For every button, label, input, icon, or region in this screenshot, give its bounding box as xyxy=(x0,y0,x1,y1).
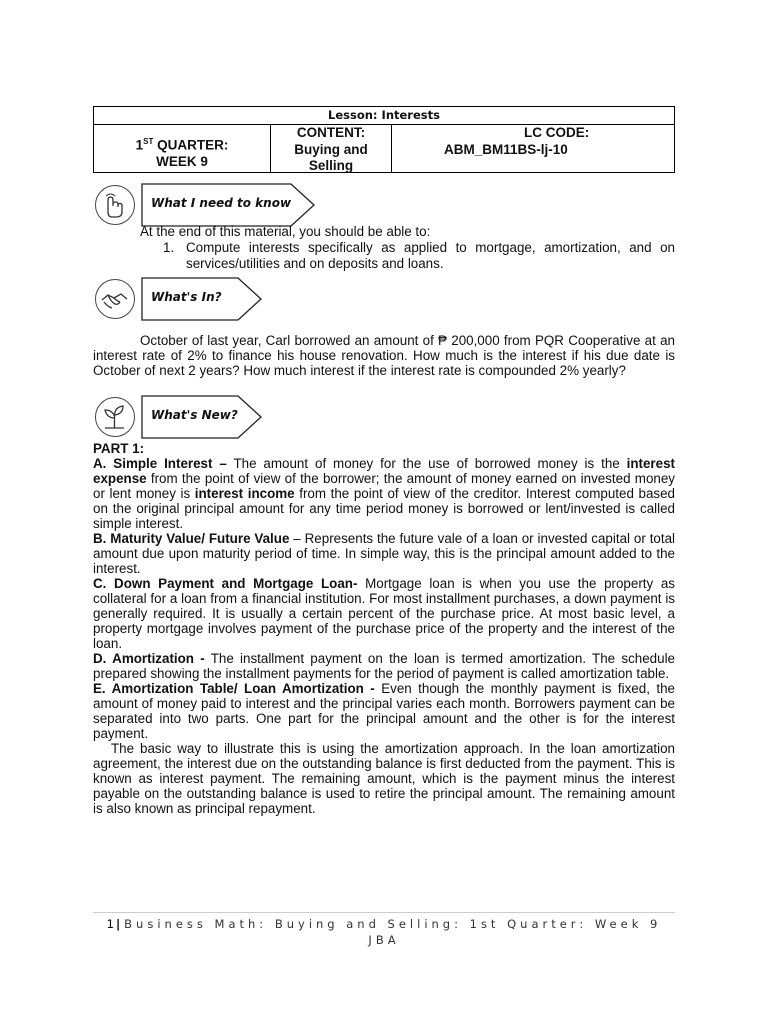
lesson-header-table xyxy=(93,106,675,173)
definition-text: from the point of view of the borrower; the amount of money earned on invested money or lent money is xyxy=(93,471,675,501)
definition-text: The installment payment on the loan is termed amortization. The schedule prepared showing the installment payments for the period of payment is called amortization table. xyxy=(93,651,675,681)
handshake-icon xyxy=(95,279,135,319)
term-maturity-value: B. Maturity Value/ Future Value xyxy=(93,531,290,546)
definition-amortization xyxy=(93,651,675,681)
term-amortization-table: E. Amortization Table/ Loan Amortization - xyxy=(93,681,375,696)
definition-down-payment xyxy=(93,576,675,651)
definition-text: – Represents the future vale of a loan or invested capital or total amount due upon maturity period of time. In simple way, this is the principal amount added to the interest. xyxy=(93,531,675,576)
objective-line-2: services/utilities and on deposits and loans. xyxy=(186,256,444,271)
section-title: What's In? xyxy=(151,290,222,304)
definition-text: The amount of money for the use of borrowed money is the xyxy=(226,456,627,471)
lc-code-label: LC CODE: xyxy=(524,125,590,140)
quarter-label: QUARTER: xyxy=(153,137,229,153)
content-cell xyxy=(271,124,392,172)
footer-author: JBA xyxy=(368,933,400,947)
week-label: WEEK 9 xyxy=(156,153,208,169)
term-interest-expense: interest expense xyxy=(93,456,675,486)
definition-amortization-table xyxy=(93,681,675,741)
section-whats-new xyxy=(93,395,273,439)
lc-code-value: ABM_BM11BS-lj-10 xyxy=(444,142,568,157)
term-down-payment: C. Down Payment and Mortgage Loan- xyxy=(93,576,358,591)
section-what-i-need-to-know xyxy=(93,183,333,227)
whats-in-paragraph: October of last year, Carl borrowed an amount of ₱ 200,000 from PQR Cooperative at an interest rate of 2% to finance his house renovation. How much is the interest if his due date is October of next 2 years? How much interest if the interest rate is compounded 2% yearly? xyxy=(93,333,675,378)
definition-simple-interest xyxy=(93,456,675,531)
content-label: CONTENT: xyxy=(296,125,366,140)
page-footer xyxy=(93,916,675,948)
definition-text: from the point of view of the creditor. Interest computed based on the original principal amount for any time period money is borrowed or lent/invested is called simple interest. xyxy=(93,486,675,531)
definition-text: Even though the monthly payment is fixed, the amount of money paid to interest and the principal varies each month. Borrowers payment can be separated into two parts. One part for the principal amount and the other is for the interest payment. xyxy=(93,681,675,741)
content-line2: Selling xyxy=(308,158,354,173)
term-simple-interest: A. Simple Interest – xyxy=(93,456,227,471)
footer-text: Business Math: Buying and Selling: 1st Quarter: Week 9 xyxy=(124,917,662,931)
quarter-superscript: ST xyxy=(143,137,154,146)
definitions-block xyxy=(93,456,675,816)
footer-separator: | xyxy=(115,917,121,931)
quarter-cell xyxy=(94,124,271,172)
lesson-title: Lesson: Interests xyxy=(94,107,674,125)
quarter-number: 1 xyxy=(135,137,144,153)
objectives-intro: At the end of this material, you should be able to: xyxy=(140,224,431,239)
section-title: What's New? xyxy=(151,408,238,422)
lc-code-cell xyxy=(392,124,674,172)
section-title: What I need to know xyxy=(151,196,292,210)
seedling-icon xyxy=(95,397,135,437)
definition-text: Mortgage loan is when you use the property as collateral for a loan from a financial institution. For most installment purchases, a down payment is generally required. It is usually a certain percent of the purchase price. At most basic level, a property mortgage involves payment of the purchase price of the property and the interest of the loan. xyxy=(93,576,675,651)
page-number: 1 xyxy=(106,917,114,931)
term-interest-income: interest income xyxy=(194,486,295,501)
definition-maturity-value xyxy=(93,531,675,576)
header-row xyxy=(94,124,674,172)
closing-paragraph: The basic way to illustrate this is using the amortization approach. In the loan amortization agreement, the interest due on the outstanding balance is first deducted from the payment. This is known as interest payment. The remaining amount, which is the payment minus the interest payable on the outstanding balance is used to retire the principal amount. The remaining amount is also known as principal repayment. xyxy=(93,741,675,816)
part-heading: PART 1: xyxy=(93,441,145,456)
footer-divider xyxy=(93,912,675,913)
content-line1: Buying and xyxy=(294,141,368,157)
section-whats-in xyxy=(93,277,273,321)
pointing-hand-icon xyxy=(95,185,135,225)
objective-number: 1. xyxy=(163,240,175,255)
objective-line-1: Compute interests specifically as applied to mortgage, amortization, and on xyxy=(186,240,675,255)
term-amortization: D. Amortization - xyxy=(93,651,205,666)
